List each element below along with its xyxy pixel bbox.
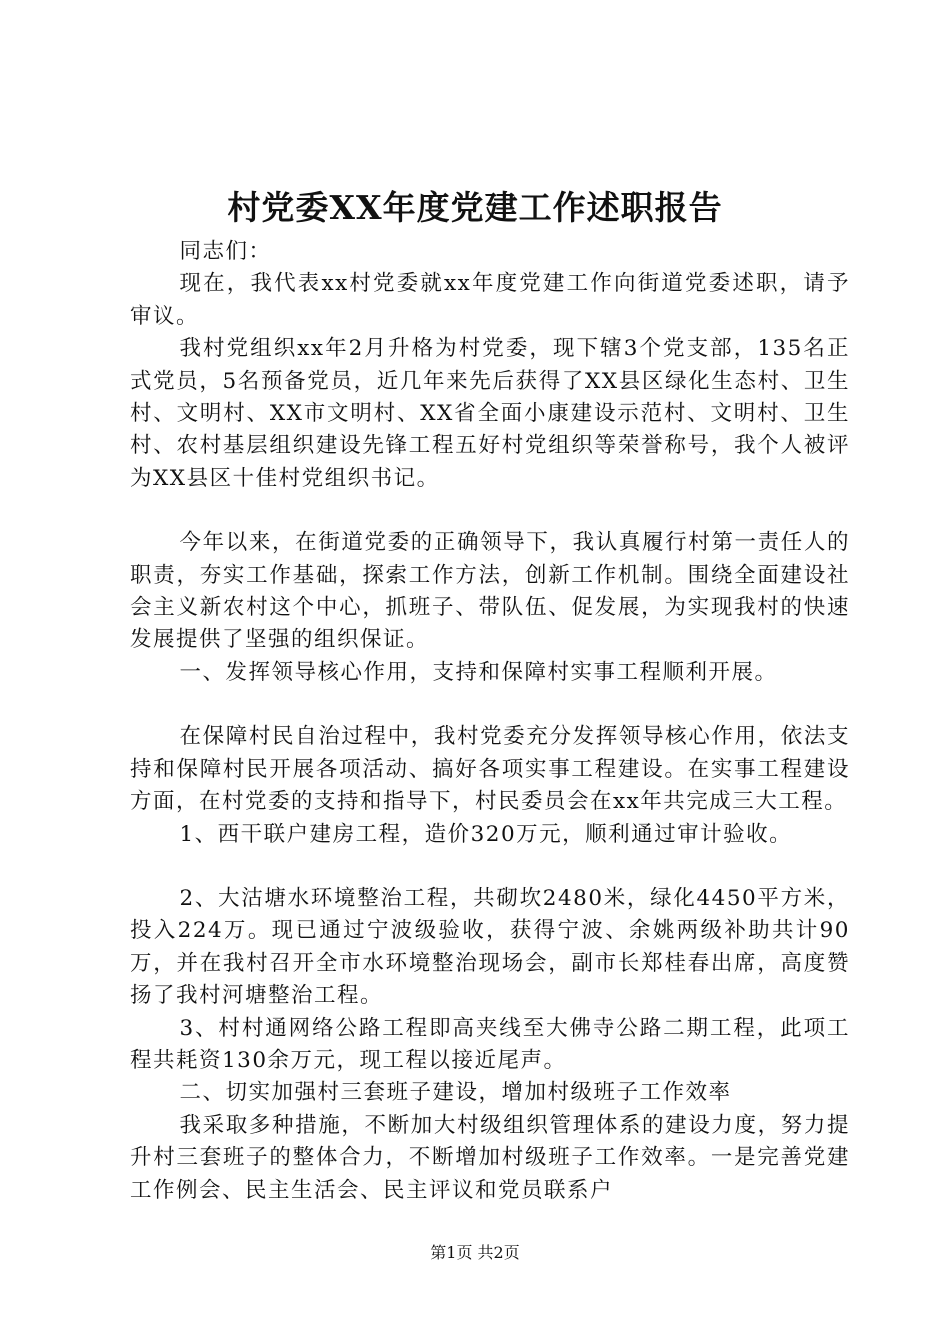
paragraph-overview: 今年以来，在街道党委的正确领导下，我认真履行村第一责任人的职责，夯实工作基础，探索工作方法，创新工作机制。围绕全面建设社会主义新农村这个中心，抓班子、带队伍、促发展，为实现我村的快速发展提供了坚强的组织保证。 [130, 530, 850, 653]
section-heading-2: 二、切实加强村三套班子建设，增加村级班子工作效率 [179, 1080, 732, 1106]
document-body [130, 236, 850, 1207]
document-title: 村党委XX年度党建工作述职报告 [227, 188, 723, 227]
paragraph-section-1: 在保障村民自治过程中，我村党委充分发挥领导核心作用，依法支持和保障村民开展各项活动、搞好各项实事工程建设。在实事工程建设方面，在村党委的支持和指导下，村民委员会在xx年共完成三大工程。 [130, 724, 850, 815]
paragraph-intro: 现在，我代表xx村党委就xx年度党建工作向街道党委述职，请予审议。 [130, 271, 850, 329]
list-item-3: 3、村村通网络公路工程即高夹线至大佛寺公路二期工程，此项工程共耗资130余万元，现工程以接近尾声。 [130, 1015, 850, 1073]
section-heading-1: 一、发挥领导核心作用，支持和保障村实事工程顺利开展。 [179, 659, 778, 685]
salutation: 同志们： [179, 239, 272, 264]
paragraph-section-2: 我采取多种措施，不断加大村级组织管理体系的建设力度，努力提升村三套班子的整体合力，不断增加村级班子工作效率。一是完善党建工作例会、民主生活会、民主评议和党员联系户 [130, 1112, 850, 1203]
page-footer: 第1页 共2页 [430, 1243, 520, 1262]
paragraph-background: 我村党组织xx年2月升格为村党委，现下辖3个党支部，135名正式党员，5名预备党员，近几年来先后获得了XX县区绿化生态村、卫生村、文明村、XX市文明村、XX省全面小康建设示范村、文明村、卫生村、农村基层组织建设先锋工程五好村党组织等荣誉称号，我个人被评为XX县区十佳村党组织书记。 [130, 336, 850, 491]
list-item-2: 2、大沽塘水环境整治工程，共砌坎2480米，绿化4450平方米，投入224万。现已通过宁波级验收，获得宁波、余姚两级补助共计90万，并在我村召开全市水环境整治现场会，副市长郑桂春出席，高度赞扬了我村河塘整治工程。 [130, 885, 850, 1009]
list-item-1: 1、西干联户建房工程，造价320万元，顺利通过审计验收。 [179, 821, 793, 847]
